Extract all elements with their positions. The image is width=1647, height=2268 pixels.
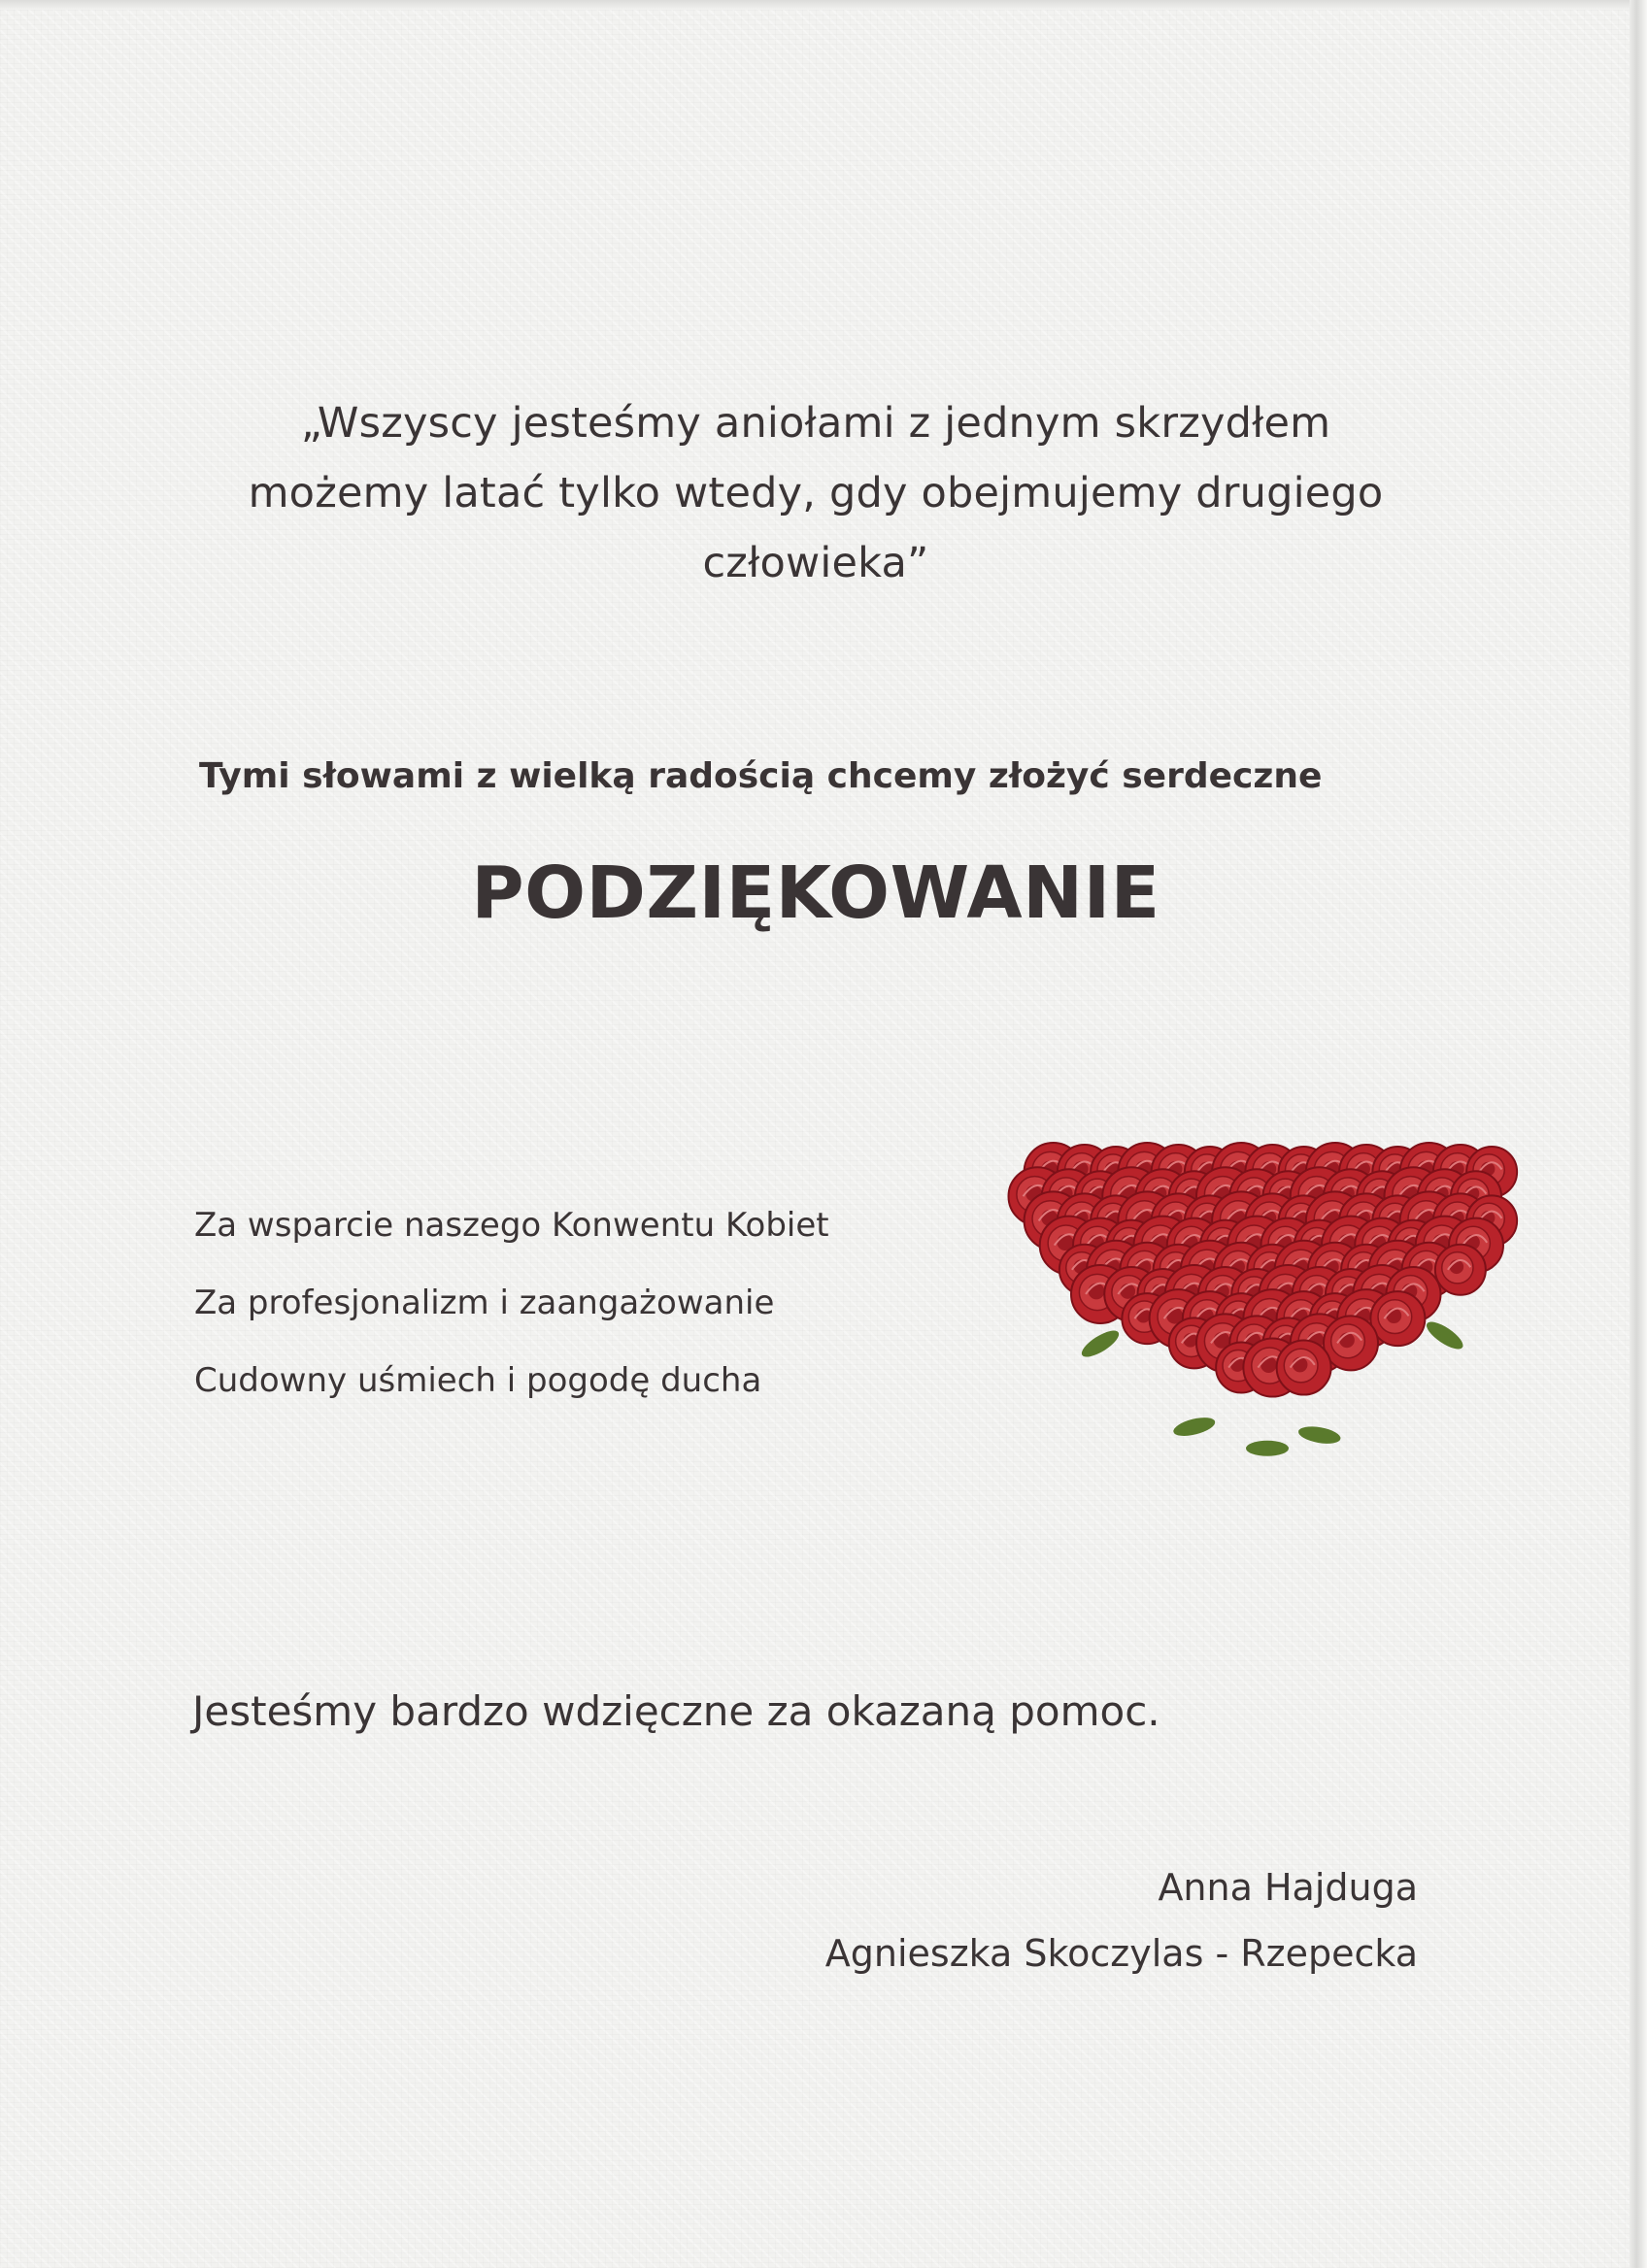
letter-title: PODZIĘKOWANIE [471,851,1160,935]
rose [1324,1316,1378,1370]
rose-leaf [1246,1441,1289,1456]
intro-sentence: Tymi słowami z wielką radością chcemy złożyć serdeczne [199,756,1323,796]
paper-top-edge [0,0,1647,10]
paper-right-edge [1630,0,1647,2268]
heart-of-roses-icon [991,1136,1554,1485]
quote-line-1: „Wszyscy jesteśmy aniołami z jednym skrzydłem [300,399,1331,448]
rose-leaf [1423,1317,1466,1354]
opening-quote [0,388,1631,598]
signature-name: Anna Hajduga [1158,1866,1418,1909]
rose-leaf [1078,1326,1123,1362]
signature-name: Agnieszka Skoczylas - Rzepecka [824,1932,1418,1975]
reason-item: Za profesjonalizm i zaangażowanie [194,1284,775,1322]
rose [1277,1341,1331,1395]
rose [1370,1291,1425,1346]
quote-line-3: człowieka” [702,539,929,587]
thanks-sentence: Jesteśmy bardzo wdzięczne za okazaną pomoc. [192,1687,1160,1735]
reason-item: Za wsparcie naszego Konwentu Kobiet [194,1206,829,1245]
reasons-list [194,1186,971,1419]
quote-line-2: możemy latać tylko wtedy, gdy obejmujemy drugiego [248,469,1384,517]
rose [1435,1245,1486,1295]
reason-item: Cudowny uśmiech i pogodę ducha [194,1361,762,1400]
signatures [680,1854,1418,1986]
rose-leaf [1297,1423,1342,1446]
rose-leaf [1171,1414,1217,1439]
